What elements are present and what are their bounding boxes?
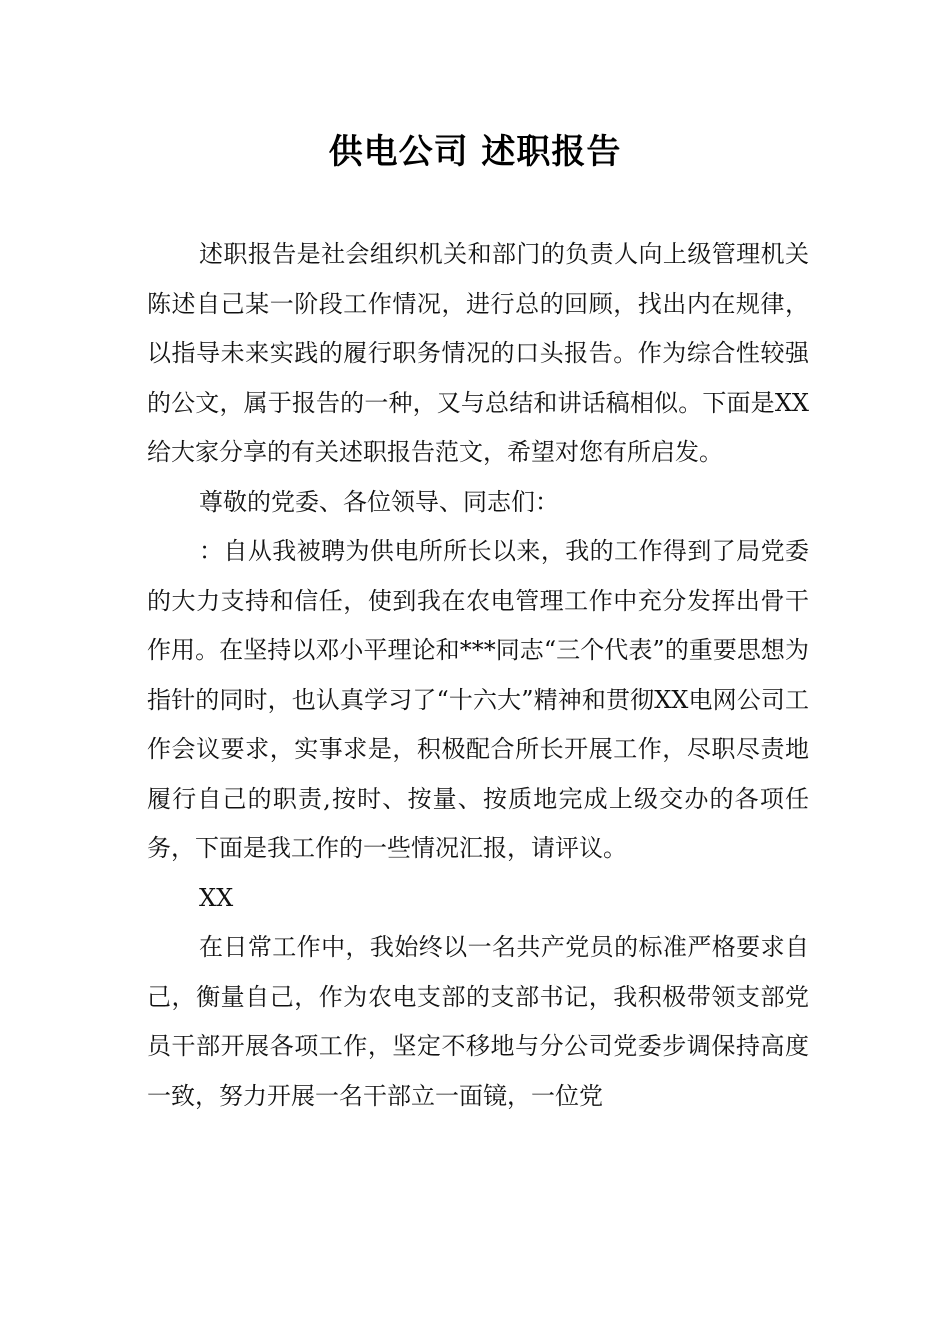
document-title: 供电公司 述职报告 bbox=[328, 132, 622, 172]
salutation-paragraph: 尊敬的党委、各位领导、同志们： bbox=[199, 487, 559, 516]
work-paragraph: 在日常工作中，我始终以一名共产党员的标准严格要求自己，衡量自己，作为农电支部的支部书记，我积极带领支部党员干部开展各项工作，坚定不移地与分公司党委步调保持高度一致，努力开展一名干部立一面镜，一位党 bbox=[147, 933, 809, 1110]
section-heading: XX bbox=[199, 883, 234, 912]
intro-paragraph: 述职报告是社会组织机关和部门的负责人向上级管理机关陈述自己某一阶段工作情况，进行总的回顾，找出内在规律，以指导未来实践的履行职务情况的口头报告。作为综合性较强的公文，属于报告的一种，又与总结和讲话稿相似。下面是XX给大家分享的有关述职报告范文，希望对您有所启发。 bbox=[147, 240, 809, 466]
document-body bbox=[147, 230, 809, 1121]
opening-paragraph: ：自从我被聘为供电所所长以来，我的工作得到了局党委的大力支持和信任，使到我在农电管理工作中充分发挥出骨干作用。在坚持以邓小平理论和***同志“三个代表”的重要思想为指针的同时，也认真学习了“十六大”精神和贯彻XX电网公司工作会议要求，实事求是，积极配合所长开展工作，尽职尽责地履行自己的职责,按时、按量、按质地完成上级交办的各项任务，下面是我工作的一些情况汇报，请评议。 bbox=[147, 537, 809, 862]
